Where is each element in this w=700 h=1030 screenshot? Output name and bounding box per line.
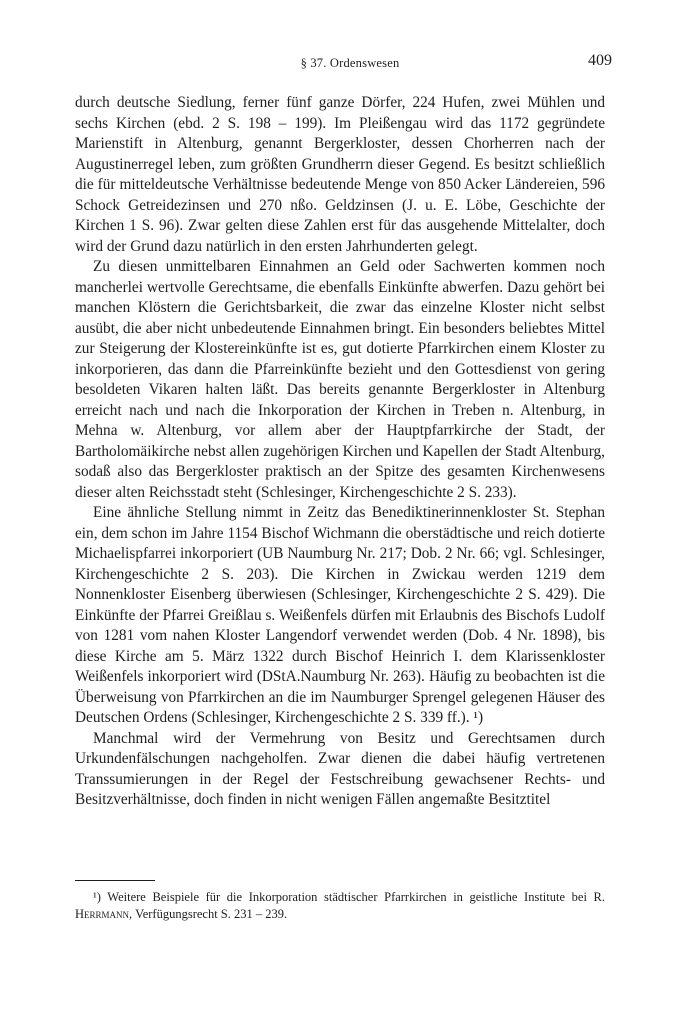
paragraph: Manchmal wird der Vermehrung von Besitz und Gerechtsamen durch Urkundenfälschungen nachgeholfen. Zwar dienen die dabei häufig vertretenen Transsumierungen in der Regel der Festschreibung gewachsener Rechts- und Besitzverhältnisse, doch finden in nicht wenigen Fällen angemaßte Besitztitel (75, 729, 605, 808)
footnote-rule (75, 880, 155, 881)
paragraph: Eine ähnliche Stellung nimmt in Zeitz das Benediktinerinnenkloster St. Stephan ein, dem schon im Jahre 1154 Bischof Wichmann die oberstädtische und reich dotierte Michaelispfarrei inkorporiert (UB Naumburg Nr. 217; Dob. 2 Nr. 66; vgl. Schlesinger, Kirchengeschichte 2 S. 203). Die Kirchen in Zwickau werden 1219 dem Nonnenkloster Eisenberg überwiesen (Schlesinger, Kirchengeschichte 2 S. 429). Die Einkünfte der Pfarrei Greißlau s. Weißenfels dürfen mit Erlaubnis des Bischofs Ludolf von 1281 vom nahen Kloster Langendorf verwendet werden (Dob. 4 Nr. 1898), bis diese Kirche am 5. März 1322 durch Bischof Heinrich I. dem Klarissenkloster Weißenfels inkorporiert wird (DStA.Naumburg Nr. 263). Häufig zu beobachten ist die Überweisung von Pfarrkirchen an die im Naumburger Sprengel gelegenen Häuser des Deutschen Ordens (Schlesinger, Kirchengeschichte 2 S. 339 ff.). ¹) (75, 504, 605, 726)
running-head: § 37. Ordenswesen (300, 56, 400, 70)
footnote-tail: , Verfügungsrecht S. 231 – 239. (129, 907, 288, 921)
paragraph: durch deutsche Siedlung, ferner fünf ganze Dörfer, 224 Hufen, zwei Mühlen und sechs Kirchen (ebd. 2 S. 198 – 199). Im Pleißengau wird das 1172 gegründete Marienstift in Altenburg, genannt Bergerkloster, dessen Chorherren nach der Augustinerregel leben, zum größten Grundherrn dieser Gegend. Es besitzt schließlich die für mitteldeutsche Verhältnisse bedeutende Menge von 850 Acker Ländereien, 596 Schock Getreidezinsen und 270 nßo. Geldzinsen (J. u. E. Löbe, Geschichte der Kirchen 1 S. 96). Zwar gelten diese Zahlen erst für das ausgehende Mittelalter, doch wird der Grund dazu natürlich in den ersten Jahrhunderten gelegt. (75, 94, 605, 255)
footnote-author: Herrmann (75, 907, 130, 921)
body-text (75, 93, 605, 811)
page-number: 409 (588, 52, 612, 69)
footnote (75, 889, 605, 923)
footnote-lead: ¹) Weitere Beispiele für die Inkorporation städtischer Pfarrkirchen in geistliche Institute bei R. (93, 890, 605, 904)
paragraph: Zu diesen unmittelbaren Einnahmen an Geld oder Sachwerten kommen noch mancherlei wertvolle Gerechtsame, die ebenfalls Einkünfte abwerfen. Dazu gehört bei manchen Klöstern die Gerichtsbarkeit, die zwar das einzelne Kloster nicht selbst ausübt, die aber nicht unbedeutende Einnahmen bringt. Ein besonders beliebtes Mittel zur Steigerung der Klostereinkünfte ist es, gut dotierte Pfarrkirchen einem Kloster zu inkorporieren, das dann die Pfarreinkünfte bezieht und den Gottesdienst von gering besoldeten Vikaren halten läßt. Das bereits genannte Bergerkloster in Altenburg erreicht nach und nach die Inkorporation der Kirchen in Treben n. Altenburg, in Mehna w. Altenburg, vor allem aber der Hauptpfarrkirche der Stadt, der Bartholomäikirche nebst allen zugehörigen Kirchen und Kapellen der Stadt Altenburg, sodaß also das Bergerkloster praktisch an der Spitze des gesamten Kirchenwesens dieser alten Reichsstadt steht (Schlesinger, Kirchengeschichte 2 S. 233). (75, 258, 605, 501)
